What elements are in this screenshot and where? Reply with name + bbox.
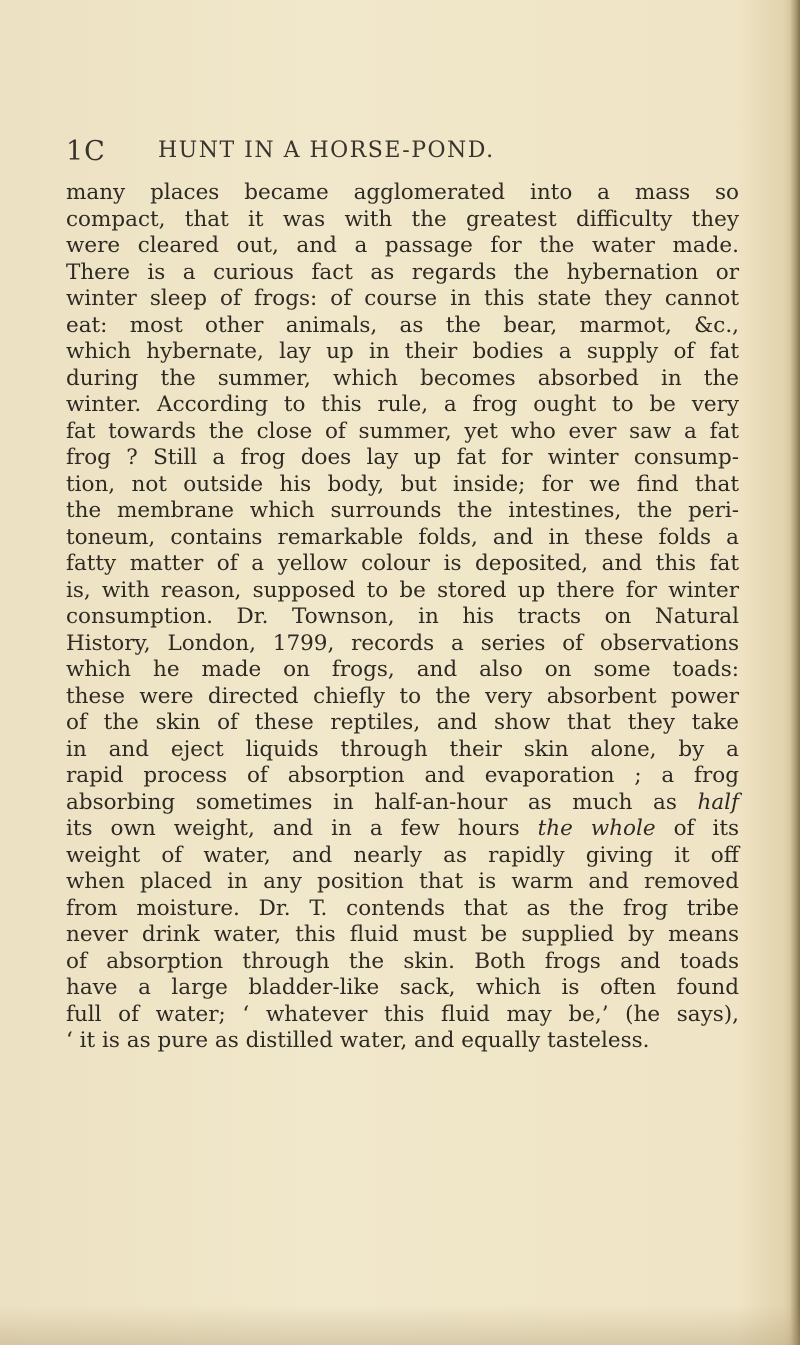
text-line: the membrane which surrounds the intestines, the peri-	[66, 498, 739, 523]
text-line: when placed in any position that is warm and removed	[66, 869, 739, 894]
text-line: ‘ it is as pure as distilled water, and equally tasteless.	[66, 1028, 650, 1053]
text-line: were cleared out, and a passage for the water made.	[66, 233, 739, 258]
text-line: fatty matter of a yellow colour is deposited, and this fat	[66, 551, 739, 576]
text-line: from moisture. Dr. T. contends that as the frog tribe	[66, 895, 739, 921]
text-line: of absorption through the skin. Both frogs and toads	[66, 948, 739, 974]
text-line: consumption. Dr. Townson, in his tracts on Natural	[66, 604, 739, 629]
text-line: rapid process of absorption and evaporation ; a frog	[66, 763, 739, 788]
text-line: its own weight, and in a few hours the whole of its	[66, 816, 739, 841]
text-line: full of water; ‘ whatever this fluid may be,’ (he says),	[66, 1001, 739, 1027]
text-line: toneum, contains remarkable folds, and in these folds a	[66, 524, 739, 550]
text-line: weight of water, and nearly as rapidly giving it off	[66, 842, 739, 868]
page-edge-shadow	[790, 0, 800, 1345]
text-line: winter sleep of frogs: of course in this state they cannot	[66, 286, 739, 311]
text-line: never drink water, this fluid must be supplied by means	[66, 922, 739, 947]
body-paragraph	[66, 180, 739, 1055]
text-line: in and eject liquids through their skin alone, by a	[66, 736, 739, 762]
text-line: fat towards the close of summer, yet who ever saw a fat	[66, 418, 739, 444]
running-head: HUNT IN A HORSE-POND.	[158, 138, 495, 163]
text-line: of the skin of these reptiles, and show that they take	[66, 710, 739, 735]
page-bottom-shadow	[0, 1305, 800, 1345]
page-header	[66, 136, 736, 168]
text-line: during the summer, which becomes absorbed in the	[66, 365, 739, 391]
text-line: these were directed chiefly to the very absorbent power	[66, 683, 739, 709]
text-line: which he made on frogs, and also on some toads:	[66, 657, 739, 682]
text-line: absorbing sometimes in half-an-hour as much as half	[66, 789, 739, 815]
text-line: tion, not outside his body, but inside; for we find that	[66, 471, 739, 497]
text-line: is, with reason, supposed to be stored up there for winter	[66, 577, 739, 603]
text-line: frog ? Still a frog does lay up fat for winter consump-	[66, 445, 739, 470]
text-line: eat: most other animals, as the bear, marmot, &c.,	[66, 312, 739, 338]
text-line: History, London, 1799, records a series of observations	[66, 630, 739, 656]
text-line: have a large bladder-like sack, which is often found	[66, 975, 739, 1000]
page-number: 1C	[66, 136, 106, 167]
text-line: compact, that it was with the greatest difficulty they	[66, 206, 739, 232]
text-line: which hybernate, lay up in their bodies a supply of fat	[66, 339, 739, 364]
text-line: winter. According to this rule, a frog ought to be very	[66, 392, 739, 417]
text-line: There is a curious fact as regards the hybernation or	[66, 259, 739, 285]
text-line: many places became agglomerated into a mass so	[66, 180, 739, 205]
